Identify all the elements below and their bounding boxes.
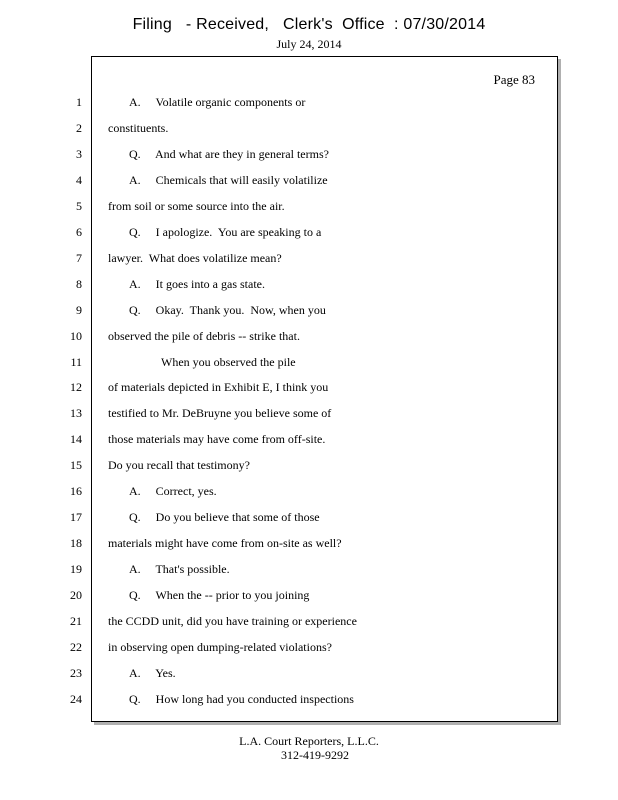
line-number: 15 bbox=[70, 458, 82, 472]
line-number: 4 bbox=[76, 173, 82, 187]
transcript-line-text: A. That's possible. bbox=[129, 562, 230, 576]
transcript-line-text: of materials depicted in Exhibit E, I think you bbox=[108, 380, 329, 394]
transcript-line-text: observed the pile of debris -- strike that. bbox=[108, 329, 300, 343]
transcript-line-text: lawyer. What does volatilize mean? bbox=[108, 251, 282, 265]
line-number: 12 bbox=[70, 380, 82, 394]
line-number: 5 bbox=[76, 199, 82, 213]
line-number: 2 bbox=[76, 121, 82, 135]
line-number: 16 bbox=[70, 484, 82, 498]
transcript-line-text: Do you recall that testimony? bbox=[108, 458, 250, 472]
line-number: 13 bbox=[70, 406, 82, 420]
transcript-line-text: When you observed the pile bbox=[161, 355, 296, 369]
transcript-line-text: A. Chemicals that will easily volatilize bbox=[129, 173, 328, 187]
page-number: Page 83 bbox=[493, 72, 535, 87]
transcript-line-text: A. Yes. bbox=[129, 666, 176, 680]
transcript-line-text: in observing open dumping-related violations? bbox=[108, 640, 332, 654]
transcript-line-text: Q. And what are they in general terms? bbox=[129, 147, 329, 161]
line-number: 20 bbox=[70, 588, 82, 602]
footer-phone: 312-419-9292 bbox=[281, 748, 349, 762]
line-number: 18 bbox=[70, 536, 82, 550]
transcript-line-text: A. It goes into a gas state. bbox=[129, 277, 265, 291]
transcript-line-text: those materials may have come from off-site. bbox=[108, 432, 326, 446]
transcript-line-text: from soil or some source into the air. bbox=[108, 199, 285, 213]
transcript-line-text: constituents. bbox=[108, 121, 169, 135]
filing-stamp-header: Filing - Received, Clerk's Office : 07/30/2014 bbox=[132, 16, 486, 33]
transcript-line-text: Q. How long had you conducted inspections bbox=[129, 692, 354, 706]
transcript-line-text: Q. When the -- prior to you joining bbox=[129, 588, 310, 602]
line-number: 7 bbox=[76, 251, 82, 265]
transcript-line-text: the CCDD unit, did you have training or experience bbox=[108, 614, 357, 628]
line-number: 24 bbox=[70, 692, 82, 706]
line-number: 1 bbox=[76, 95, 82, 109]
transcript-line-text: Q. Okay. Thank you. Now, when you bbox=[129, 303, 326, 317]
line-number: 14 bbox=[70, 432, 82, 446]
line-number: 22 bbox=[70, 640, 82, 654]
line-number: 21 bbox=[70, 614, 82, 628]
transcript-line-text: A. Correct, yes. bbox=[129, 484, 217, 498]
transcript-line-text: A. Volatile organic components or bbox=[129, 95, 306, 109]
line-number: 10 bbox=[70, 329, 82, 343]
line-number: 11 bbox=[70, 355, 82, 369]
footer-company: L.A. Court Reporters, L.L.C. bbox=[239, 734, 379, 748]
line-number: 3 bbox=[76, 147, 82, 161]
line-number: 23 bbox=[70, 666, 82, 680]
line-number: 17 bbox=[70, 510, 82, 524]
transcript-date: July 24, 2014 bbox=[276, 37, 342, 51]
transcript-line-text: testified to Mr. DeBruyne you believe some of bbox=[108, 406, 332, 420]
line-number: 19 bbox=[70, 562, 82, 576]
transcript-line-text: Q. Do you believe that some of those bbox=[129, 510, 320, 524]
line-number: 9 bbox=[76, 303, 82, 317]
transcript-line-text: Q. I apologize. You are speaking to a bbox=[129, 225, 322, 239]
line-number: 8 bbox=[76, 277, 82, 291]
transcript-line-text: materials might have come from on-site as well? bbox=[108, 536, 342, 550]
line-number: 6 bbox=[76, 225, 82, 239]
